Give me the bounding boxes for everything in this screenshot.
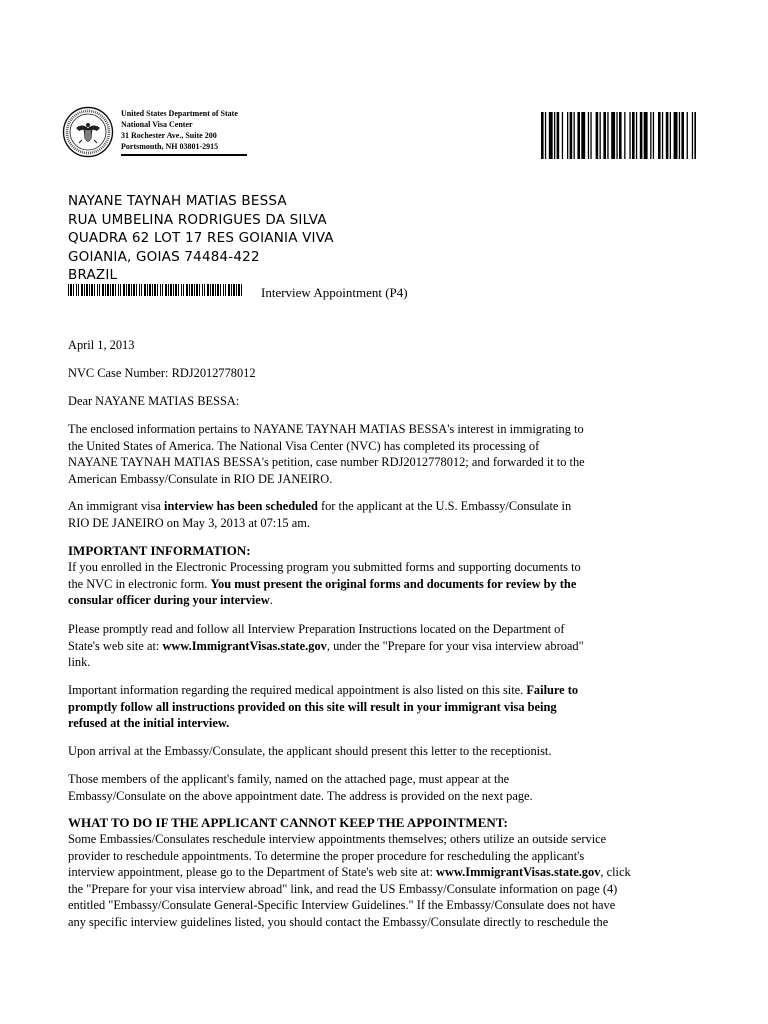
case-number: NVC Case Number: RDJ2012778012 [68,366,256,380]
emphasis-text: Failure to [526,683,579,697]
text-span: State's web site at: [68,638,163,653]
reschedule-heading: WHAT TO DO IF THE APPLICANT CANNOT KEEP THE APPOINTMENT: [68,815,508,830]
letterhead-divider [121,154,247,156]
text-span: the NVC in electronic form. [68,576,211,591]
case-barcode [541,112,696,159]
text-span: . [269,593,273,607]
recipient-name: NAYANE TAYNAH MATIAS BESSA [68,193,287,209]
salutation: Dear NAYANE MATIAS BESSA: [68,394,240,408]
recipient-city: GOIANIA, GOIAS 74484-422 [68,248,260,265]
text-line: Those members of the applicant's family, named on the attached page, must appear at the [68,772,510,786]
important-heading: IMPORTANT INFORMATION: [68,543,251,558]
department-of-state-seal [62,106,114,158]
text-line: link. [68,655,91,669]
sender-city: Portsmouth, NH 03801-2915 [121,142,219,151]
letter-type-label: Interview Appointment (P4) [261,285,408,300]
text-line: entitled "Embassy/Consulate General-Specific Interview Guidelines." If the Embassy/Consulate does not have [68,898,616,912]
recipient-address [68,192,334,285]
text-span: Important information regarding the required medical appointment is also listed on this site. [68,683,527,697]
recipient-district: QUADRA 62 LOT 17 RES GOIANIA VIVA [68,230,334,246]
text-line: Some Embassies/Consulates reschedule interview appointments themselves; others utilize an outside service [68,832,607,846]
intro-line: American Embassy/Consulate in RIO DE JANEIRO. [68,471,333,486]
recipient-country: BRAZIL [68,267,118,283]
sender-block [121,108,238,152]
interview-date-line: RIO DE JANEIRO on May 3, 2013 at 07:15 am. [68,515,310,530]
family-paragraph [68,771,708,804]
intro-line: the United States of America. The National Visa Center (NVC) has completed its processing of [68,438,540,453]
important-paragraph [68,559,708,609]
text-line: provider to reschedule appointments. To determine the proper procedure for rescheduling the applicant's [68,848,585,863]
emphasis-text: promptly follow all instructions provided on this site will result in your immigrant visa being [68,699,557,714]
arrival-paragraph: Upon arrival at the Embassy/Consulate, the applicant should present this letter to the receptionist. [68,744,552,758]
postal-barcode [68,284,244,296]
recipient-street: RUA UMBELINA RODRIGUES DA SILVA [68,211,327,228]
text-span: interview appointment, please go to the Department of State's web site at: [68,865,436,879]
emphasis-text: refused at the initial interview. [68,716,230,730]
text-line: Embassy/Consulate on the above appointment date. The address is provided on the next page. [68,788,533,803]
text-span: , click [600,865,631,879]
intro-paragraph [68,421,708,487]
text-line: If you enrolled in the Electronic Processing program you submitted forms and supporting documents to [68,560,581,574]
intro-line: The enclosed information pertains to NAYANE TAYNAH MATIAS BESSA's interest in immigrating to [68,422,584,436]
website-link[interactable]: www.ImmigrantVisas.state.gov [162,638,327,653]
emphasis-text: You must present the original forms and documents for review by the [210,576,577,591]
website-link[interactable]: www.ImmigrantVisas.state.gov [436,865,601,879]
text-line: any specific interview guidelines listed, you should contact the Embassy/Consulate directly to reschedule the [68,914,609,929]
sender-department: United States Department of State [121,109,238,118]
medical-paragraph [68,682,708,732]
text-span: An immigrant visa [68,499,165,513]
text-line: Please promptly read and follow all Interview Preparation Instructions located on the Department of [68,622,565,636]
sender-office: National Visa Center [121,120,193,129]
text-span: , under the "Prepare for your visa interview abroad" [326,638,584,653]
intro-line: NAYANE TAYNAH MATIAS BESSA's petition, case number RDJ2012778012; and forwarded it to the [68,455,585,469]
text-span: for the applicant at the U.S. Embassy/Consulate in [317,499,572,513]
interview-scheduled-paragraph [68,498,708,531]
letter-date: April 1, 2013 [68,338,135,352]
sender-street: 31 Rochester Ave., Suite 200 [121,131,217,140]
instructions-paragraph [68,621,708,671]
emphasis-text: interview has been scheduled [164,499,318,513]
reschedule-paragraph [68,831,708,930]
emphasis-text: consular officer during your interview [68,593,270,607]
text-line: the "Prepare for your visa interview abroad" link, and read the US Embassy/Consulate information on page (4) [68,881,618,896]
